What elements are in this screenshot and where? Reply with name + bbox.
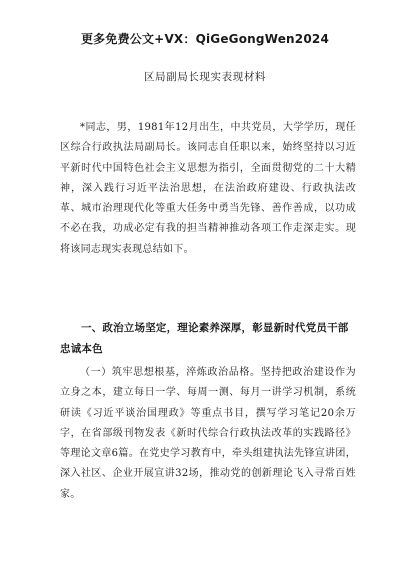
- promo-header: 更多免费公文+VX：QiGeGongWen2024: [80, 32, 329, 46]
- intro-block: [60, 118, 356, 260]
- section-1-heading-block: [60, 318, 356, 360]
- section-1-heading: 一、政治立场坚定，理论素养深厚，彰显新时代党员干部忠诚本色: [60, 322, 349, 355]
- document-title: 区局副局长现实表现材料: [143, 71, 267, 83]
- section-1-sub-1-paragraph: （一）筑牢思想根基，淬炼政治品格。坚持把政治建设作为立身之本，建立每日一学、每周一测、每月一讲学习机制，系统研读《习近平谈治国理政》等重点书目，撰写学习笔记20余万字，在省部级刊物发表《新时代综合行政执法改革的实践路径》等理论文章6篇。在党史学习教育中，牵头组建执法先锋宣讲团，深入社区、企业开展宣讲32场，推动党的创新理论飞入寻常百姓家。: [60, 367, 356, 500]
- section-1-sub-1-block: [60, 363, 356, 505]
- intro-paragraph: *同志，男，1981年12月出生，中共党员，大学学历，现任区综合行政执法局副局长。该同志自任职以来，始终坚持以习近平新时代中国特色社会主义思想为指引，全面贯彻党的二十大精神，深入践行习近平法治思想，在法治政府建设、行政执法改革、城市治理现代化等重大任务中勇当先锋、善作善成，以功成不必在我，功成必定有我的担当精神推动各项工作走深走实。现将该同志现实表现总结如下。: [60, 122, 356, 255]
